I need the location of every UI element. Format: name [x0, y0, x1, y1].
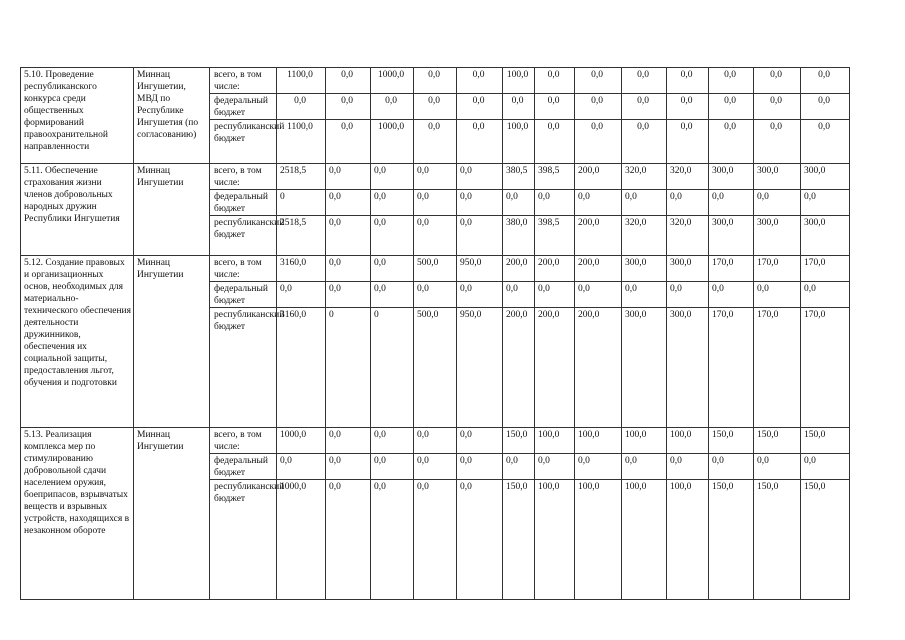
value-cell: 398,5: [535, 216, 575, 256]
value-cell: 170,0: [801, 308, 850, 428]
value-cell: 0,0: [414, 164, 457, 190]
value-cell: 0,0: [414, 216, 457, 256]
value-cell: 200,0: [575, 164, 622, 190]
value-cell: 100,0: [575, 428, 622, 454]
value-cell: 0,0: [326, 94, 371, 120]
executor: Миннац Ингушетии: [134, 428, 210, 600]
value-cell: 0,0: [535, 68, 575, 94]
value-cell: 0,0: [709, 282, 754, 308]
budget-table: [20, 67, 850, 600]
value-cell: 950,0: [457, 256, 503, 282]
value-cell: 300,0: [801, 216, 850, 256]
value-cell: 320,0: [622, 216, 667, 256]
value-cell: 0,0: [801, 68, 850, 94]
value-cell: 0,0: [414, 428, 457, 454]
value-cell: 0,0: [457, 68, 503, 94]
value-cell: 0,0: [371, 256, 414, 282]
value-cell: 0,0: [503, 94, 535, 120]
value-cell: 300,0: [709, 216, 754, 256]
value-cell: 0,0: [326, 68, 371, 94]
value-cell: 0,0: [575, 120, 622, 164]
value-cell: 0,0: [801, 282, 850, 308]
value-cell: 100,0: [503, 68, 535, 94]
value-cell: 0,0: [622, 94, 667, 120]
value-cell: 0,0: [326, 282, 371, 308]
value-cell: 0,0: [667, 120, 709, 164]
value-cell: 0: [326, 308, 371, 428]
value-cell: 0,0: [371, 282, 414, 308]
value-cell: 0,0: [277, 282, 326, 308]
value-cell: 0,0: [754, 190, 801, 216]
value-cell: 0,0: [801, 120, 850, 164]
value-cell: 0,0: [667, 94, 709, 120]
value-cell: 0,0: [503, 190, 535, 216]
value-cell: 100,0: [622, 428, 667, 454]
funding-source-label: всего, в том числе:: [210, 428, 277, 454]
value-cell: 150,0: [709, 428, 754, 454]
funding-source-label: всего, в том числе:: [210, 68, 277, 94]
value-cell: 0,0: [457, 94, 503, 120]
measure-name: 5.10. Проведение республиканского конкурса среди общественных формирований правоохранительной направленности: [21, 68, 134, 164]
value-cell: 0,0: [535, 190, 575, 216]
executor: Миннац Ингушетии, МВД по Республике Ингушетия (по согласованию): [134, 68, 210, 164]
value-cell: 0,0: [801, 94, 850, 120]
value-cell: 0,0: [277, 94, 326, 120]
value-cell: 100,0: [535, 428, 575, 454]
value-cell: 0,0: [326, 480, 371, 600]
value-cell: 0,0: [754, 94, 801, 120]
value-cell: 0,0: [535, 454, 575, 480]
value-cell: 100,0: [622, 480, 667, 600]
value-cell: 170,0: [754, 308, 801, 428]
value-cell: 200,0: [535, 256, 575, 282]
value-cell: 0,0: [414, 120, 457, 164]
value-cell: 0,0: [709, 190, 754, 216]
value-cell: 0: [277, 190, 326, 216]
funding-source-label: республиканский бюджет: [210, 480, 277, 600]
value-cell: 398,5: [535, 164, 575, 190]
value-cell: 170,0: [709, 308, 754, 428]
funding-source-label: всего, в том числе:: [210, 256, 277, 282]
value-cell: 3160,0: [277, 308, 326, 428]
value-cell: 2518,5: [277, 164, 326, 190]
value-cell: 500,0: [414, 256, 457, 282]
table-row: [21, 428, 850, 454]
value-cell: 0,0: [667, 454, 709, 480]
value-cell: 0,0: [754, 120, 801, 164]
executor: Миннац Ингушетии: [134, 256, 210, 428]
value-cell: 2518,5: [277, 216, 326, 256]
value-cell: 170,0: [709, 256, 754, 282]
value-cell: 0,0: [326, 256, 371, 282]
value-cell: 200,0: [575, 308, 622, 428]
funding-source-label: федеральный бюджет: [210, 282, 277, 308]
value-cell: 150,0: [801, 480, 850, 600]
funding-source-label: федеральный бюджет: [210, 454, 277, 480]
value-cell: 0,0: [414, 480, 457, 600]
value-cell: 100,0: [535, 480, 575, 600]
value-cell: 300,0: [622, 308, 667, 428]
value-cell: 300,0: [709, 164, 754, 190]
value-cell: 0,0: [754, 68, 801, 94]
value-cell: 150,0: [503, 428, 535, 454]
funding-source-label: всего, в том числе:: [210, 164, 277, 190]
value-cell: 0,0: [709, 68, 754, 94]
value-cell: 300,0: [754, 164, 801, 190]
value-cell: 3160,0: [277, 256, 326, 282]
value-cell: 0,0: [414, 282, 457, 308]
value-cell: 150,0: [503, 480, 535, 600]
value-cell: 320,0: [667, 216, 709, 256]
value-cell: 0,0: [457, 216, 503, 256]
value-cell: 150,0: [754, 480, 801, 600]
funding-source-label: федеральный бюджет: [210, 94, 277, 120]
value-cell: 950,0: [457, 308, 503, 428]
value-cell: 0,0: [414, 454, 457, 480]
value-cell: 0,0: [326, 190, 371, 216]
funding-source-label: федеральный бюджет: [210, 190, 277, 216]
value-cell: 0,0: [622, 190, 667, 216]
funding-source-label: республиканский бюджет: [210, 216, 277, 256]
value-cell: 0,0: [326, 216, 371, 256]
value-cell: 1100,0: [277, 68, 326, 94]
value-cell: 0,0: [575, 68, 622, 94]
value-cell: 1000,0: [371, 68, 414, 94]
value-cell: 0,0: [371, 454, 414, 480]
value-cell: 380,0: [503, 216, 535, 256]
value-cell: 150,0: [709, 480, 754, 600]
value-cell: 0,0: [326, 164, 371, 190]
table-row: [21, 256, 850, 282]
value-cell: 100,0: [575, 480, 622, 600]
value-cell: 0,0: [457, 164, 503, 190]
value-cell: 0,0: [371, 216, 414, 256]
value-cell: 300,0: [667, 308, 709, 428]
value-cell: 500,0: [414, 308, 457, 428]
value-cell: 200,0: [575, 216, 622, 256]
value-cell: 300,0: [667, 256, 709, 282]
value-cell: 300,0: [801, 164, 850, 190]
value-cell: 170,0: [801, 256, 850, 282]
value-cell: 0,0: [667, 282, 709, 308]
value-cell: 200,0: [503, 256, 535, 282]
value-cell: 0,0: [754, 454, 801, 480]
value-cell: 0,0: [535, 94, 575, 120]
value-cell: 380,5: [503, 164, 535, 190]
value-cell: 0,0: [414, 94, 457, 120]
value-cell: 0,0: [622, 68, 667, 94]
value-cell: 0,0: [575, 282, 622, 308]
value-cell: 0,0: [457, 428, 503, 454]
value-cell: 0,0: [457, 120, 503, 164]
value-cell: 0,0: [457, 282, 503, 308]
value-cell: 0,0: [622, 120, 667, 164]
value-cell: 1000,0: [277, 480, 326, 600]
value-cell: 320,0: [667, 164, 709, 190]
value-cell: 0,0: [535, 120, 575, 164]
executor: Миннац Ингушетии: [134, 164, 210, 256]
value-cell: 0,0: [709, 454, 754, 480]
value-cell: 1000,0: [371, 120, 414, 164]
value-cell: 0,0: [371, 94, 414, 120]
value-cell: 100,0: [667, 480, 709, 600]
measure-name: 5.12. Создание правовых и организационных основ, необходимых для материально-технического обеспечения деятельности дружинников, обеспечения их социальной защиты, предоставления льгот, обучения и подготовки: [21, 256, 134, 428]
measure-name: 5.13. Реализация комплекса мер по стимулированию добровольной сдачи населением оружия, боеприпасов, взрывчатых веществ и взрывных устройств, находящихся в незаконном обороте: [21, 428, 134, 600]
value-cell: 0,0: [414, 190, 457, 216]
value-cell: 200,0: [535, 308, 575, 428]
value-cell: 0,0: [326, 428, 371, 454]
value-cell: 0,0: [622, 454, 667, 480]
funding-source-label: республиканский бюджет: [210, 120, 277, 164]
value-cell: 0,0: [503, 282, 535, 308]
value-cell: 0,0: [371, 164, 414, 190]
value-cell: 1000,0: [277, 428, 326, 454]
value-cell: 0,0: [503, 454, 535, 480]
value-cell: 0,0: [457, 454, 503, 480]
value-cell: 0,0: [535, 282, 575, 308]
value-cell: 0,0: [277, 454, 326, 480]
value-cell: 0,0: [371, 428, 414, 454]
value-cell: 150,0: [801, 428, 850, 454]
value-cell: 0,0: [667, 68, 709, 94]
value-cell: 300,0: [754, 216, 801, 256]
value-cell: 0,0: [801, 190, 850, 216]
value-cell: 0,0: [575, 190, 622, 216]
value-cell: 320,0: [622, 164, 667, 190]
value-cell: 0,0: [709, 94, 754, 120]
table-row: [21, 164, 850, 190]
table-body: [21, 68, 850, 600]
measure-name: 5.11. Обеспечение страхования жизни членов добровольных народных дружин Республики Ингушетия: [21, 164, 134, 256]
value-cell: 150,0: [754, 428, 801, 454]
value-cell: 0,0: [371, 480, 414, 600]
value-cell: 300,0: [622, 256, 667, 282]
value-cell: 0,0: [457, 480, 503, 600]
value-cell: 0,0: [326, 454, 371, 480]
table-row: [21, 68, 850, 94]
value-cell: 0,0: [371, 190, 414, 216]
value-cell: 0,0: [414, 68, 457, 94]
value-cell: 200,0: [575, 256, 622, 282]
value-cell: 0,0: [754, 282, 801, 308]
value-cell: 0,0: [326, 120, 371, 164]
value-cell: 0: [371, 308, 414, 428]
value-cell: 0,0: [457, 190, 503, 216]
value-cell: 1100,0: [277, 120, 326, 164]
value-cell: 0,0: [575, 454, 622, 480]
value-cell: 0,0: [622, 282, 667, 308]
value-cell: 0,0: [575, 94, 622, 120]
value-cell: 100,0: [667, 428, 709, 454]
value-cell: 200,0: [503, 308, 535, 428]
value-cell: 0,0: [801, 454, 850, 480]
value-cell: 170,0: [754, 256, 801, 282]
value-cell: 0,0: [709, 120, 754, 164]
funding-source-label: республиканский бюджет: [210, 308, 277, 428]
value-cell: 0,0: [667, 190, 709, 216]
value-cell: 100,0: [503, 120, 535, 164]
